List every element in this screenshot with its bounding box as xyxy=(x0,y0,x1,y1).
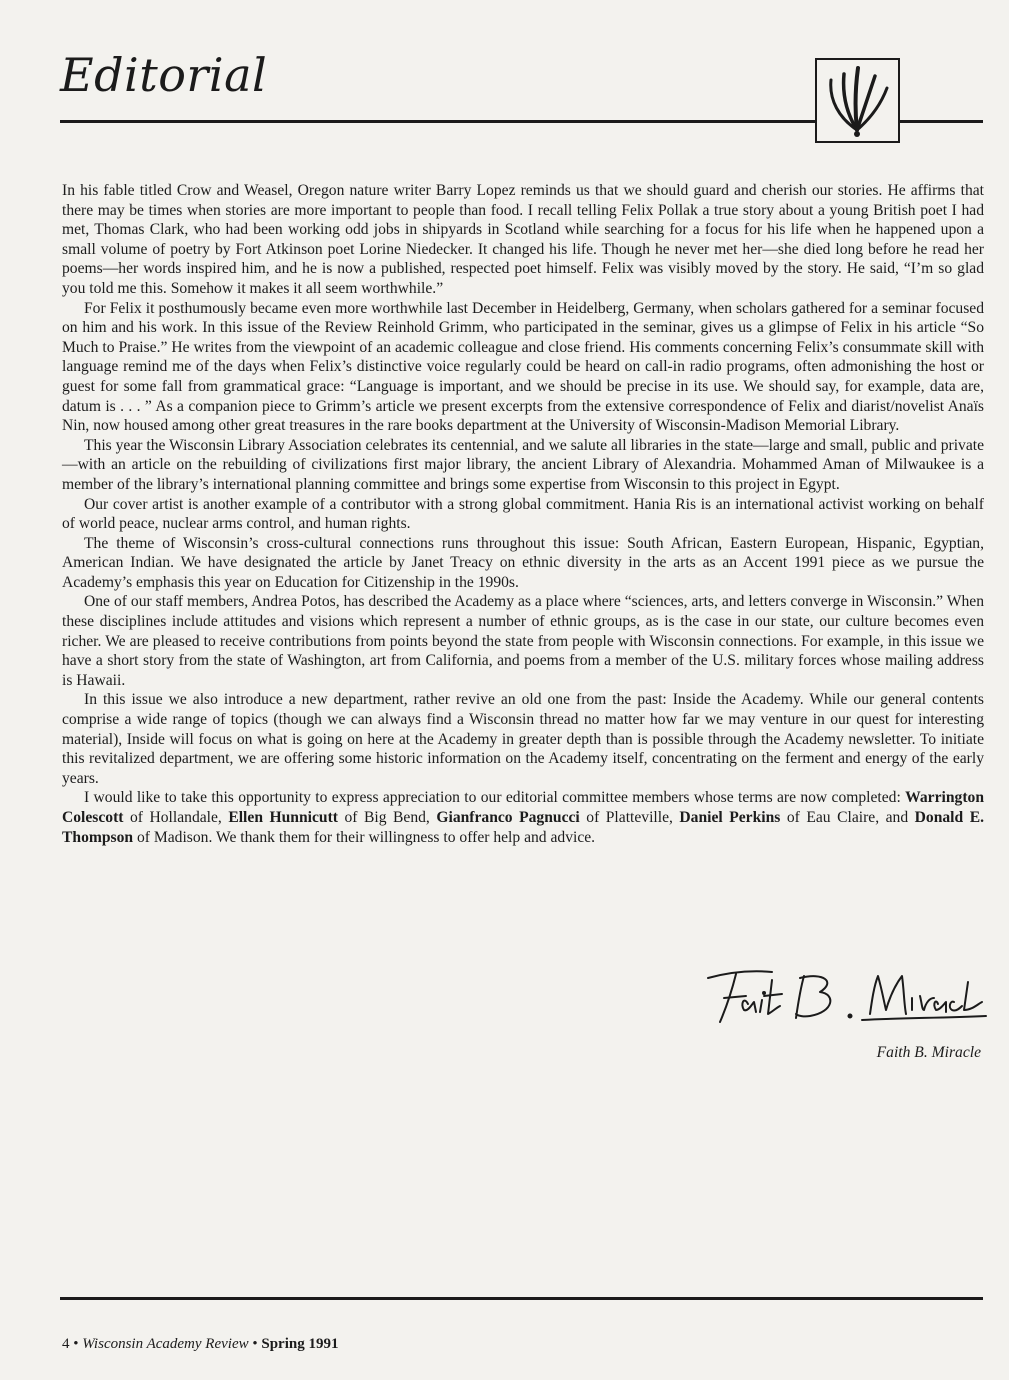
handwritten-signature xyxy=(700,960,990,1030)
member-place: of Madison. xyxy=(136,828,213,846)
magazine-title: Wisconsin Academy Review xyxy=(82,1336,249,1352)
paragraph: In this issue we also introduce a new department, rather revive an old one from the past: Inside the Academy. While our general contents comprise a wide range of topics (though we can always find a Wisconsin thread no matter how far we may venture in our quest for interesting material), Inside will focus on what is going on here at the Academy in greater depth than is possible through the Academy newsletter. To initiate this revitalized department, we are offering some historic information on the Academy itself, concentrating on the ferment and energy of the early years. xyxy=(62,691,984,787)
signature-name: Faith B. Miracle xyxy=(876,1044,981,1061)
section-title: Editorial xyxy=(60,48,268,102)
paragraph: The theme of Wisconsin’s cross-cultural connections runs throughout this issue: South African, Eastern European, Hispanic, Egyptian, American Indian. We have designated the article by Janet Treacy on ethnic diversity in the arts as an Accent 1991 piece as we pursue the Academy’s emphasis this year on Education for Citizenship in the 1990s. xyxy=(62,534,984,591)
editorial-body xyxy=(62,181,984,847)
page-footer xyxy=(62,1336,338,1353)
member-name: Ellen Hunnicutt xyxy=(228,809,338,826)
member-place: of Eau Claire, and xyxy=(786,809,909,826)
member-name: Daniel Perkins xyxy=(679,809,781,826)
member-name: Warrington Colescott xyxy=(62,789,984,826)
text: We thank them for their willingness to offer help and advice. xyxy=(215,828,596,846)
footer-rule xyxy=(60,1297,983,1300)
paragraph: This year the Wisconsin Library Association celebrates its centennial, and we salute all libraries in the state—large and small, public and private—with an article on the rebuilding of civilizations first major library, the ancient Library of Alexandria. Mohammed Aman of Milwaukee is a member of the library’s international planning committee and brings some expertise from Wisconsin to this project in Egypt. xyxy=(62,436,984,493)
member-place: of Platteville, xyxy=(586,809,673,826)
member-place: of Hollandale, xyxy=(130,809,222,826)
text: I would like to take this opportunity to express appreciation to our editorial committee members whose terms are now completed: xyxy=(84,789,901,807)
feather-fan-icon xyxy=(815,58,900,143)
member-place: of Big Bend, xyxy=(344,809,430,826)
paragraph: Our cover artist is another example of a contributor with a strong global commitment. Hania Ris is an international activist working on behalf of world peace, nuclear arms control, and human rights. xyxy=(62,495,984,533)
paragraph: In his fable titled Crow and Weasel, Oregon nature writer Barry Lopez reminds us that we should guard and cherish our stories. He affirms that there may be times when stories are more important to people than food. I recall telling Felix Pollak a true story about a young British poet I had met, Thomas Clark, who had been working odd jobs in shipyards in Scotland while searching for a focus for his life when he happened upon a small volume of poetry by Fort Atkinson poet Lorine Niedecker. It changed his life. Though he never met her—she died long before he read her poems—her words inspired him, and he is now a published, respected poet himself. Felix was visibly moved by the story. He said, “I’m so glad you told me this. Somehow it makes it all seem worthwhile.” xyxy=(62,182,984,297)
issue-label: Spring 1991 xyxy=(261,1336,339,1352)
paragraph: One of our staff members, Andrea Potos, has described the Academy as a place where “sciences, arts, and letters converge in Wisconsin.” When these disciplines include attitudes and visions which represent a number of ethnic groups, as is the case in our state, our culture becomes even richer. We are pleased to receive contributions from points beyond the state from people with Wisconsin connections. For example, in this issue we have a short story from the state of Washington, art from California, and poems from a member of the U.S. military forces whose mailing address is Hawaii. xyxy=(62,593,984,689)
paragraph: For Felix it posthumously became even more worthwhile last December in Heidelberg, Germany, when scholars gathered for a seminar focused on him and his work. In this issue of the Review Reinhold Grimm, who participated in the seminar, gives us a glimpse of Felix in his article “So Much to Praise.” He writes from the viewpoint of an academic colleague and close friend. His comments concerning Felix’s consummate skill with language remind me of the days when Felix’s distinctive voice regularly could be heard on call-in radio programs, often admonishing the host or guest for some fall from grammatical grace: “Language is important, and we should be precise in its use. We should say, for example, data are, datum is . . . ” As a companion piece to Grimm’s article we present excerpts from the extensive correspondence of Felix and diarist/novelist Anaïs Nin, now housed among other great treasures in the rare books department at the University of Wisconsin-Madison Memorial Library. xyxy=(62,299,984,435)
member-name: Donald E. Thompson xyxy=(62,809,984,846)
member-name: Gianfranco Pagnucci xyxy=(436,809,580,826)
page-number: 4 xyxy=(62,1336,70,1352)
paragraph-acknowledgements xyxy=(62,788,984,847)
separator: • xyxy=(73,1336,79,1352)
separator: • xyxy=(252,1336,258,1352)
